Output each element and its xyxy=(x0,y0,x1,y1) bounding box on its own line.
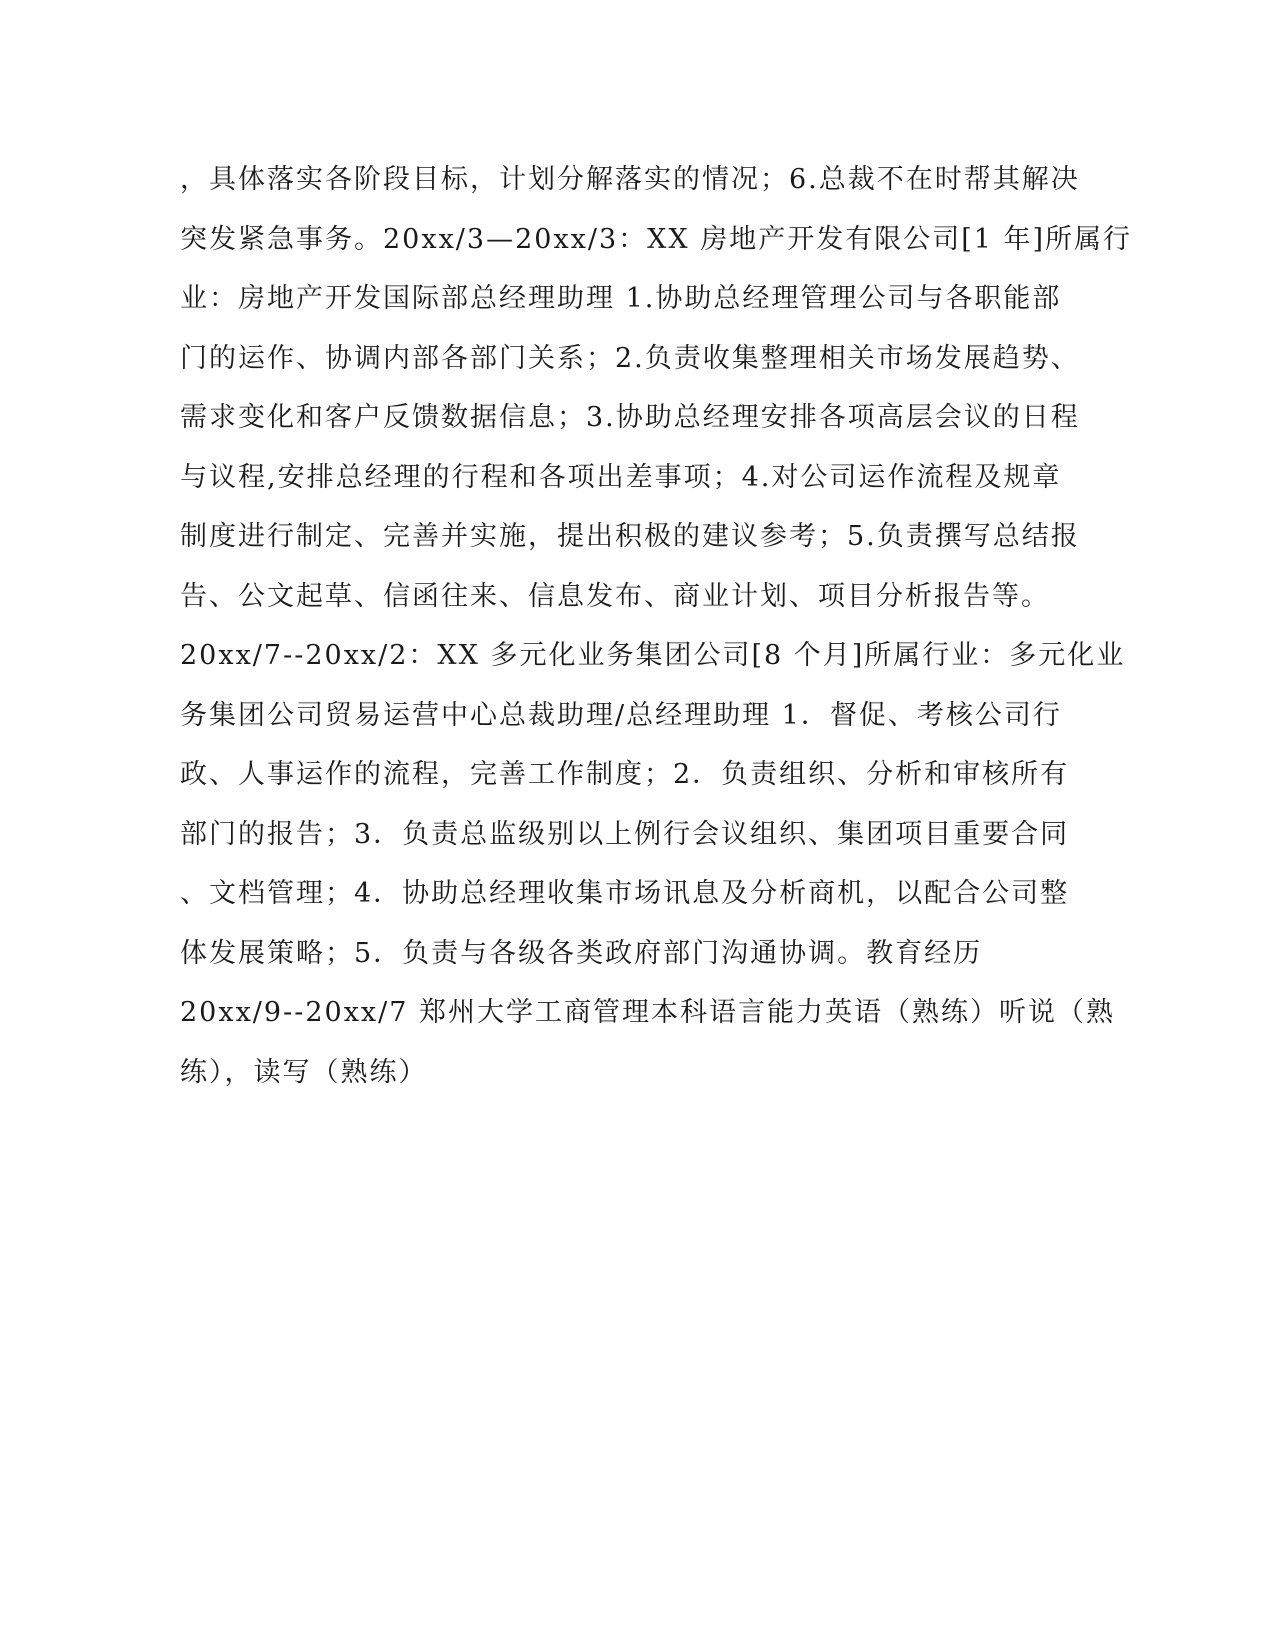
text-line: 门的运作、协调内部各部门关系；2.负责收集整理相关市场发展趋势、 xyxy=(180,342,1080,374)
text-line: 与议程,安排总经理的行程和各项出差事项；4.对公司运作流程及规章 xyxy=(180,461,1062,493)
text-line: 、文档管理；4．协助总经理收集市场讯息及分析商机，以配合公司整 xyxy=(180,878,1070,909)
text-line: 告、公文起草、信函往来、信息发布、商业计划、项目分析报告等。 xyxy=(180,580,1050,612)
text-line: 练），读写（熟练） xyxy=(180,1056,428,1088)
text-line: 20xx/7--20xx/2：XX 多元化业务集团公司[8 个月]所属行业：多元化业 xyxy=(180,640,1126,671)
text-line: 突发紧急事务。20xx/3—20xx/3：XX 房地产开发有限公司[1 年]所属行 xyxy=(180,223,1133,255)
text-line: 体发展策略；5．负责与各级各类政府部门沟通协调。教育经历 xyxy=(180,937,983,969)
text-line: 需求变化和客户反馈数据信息；3.协助总经理安排各项高层会议的日程 xyxy=(180,402,1080,433)
text-line: 制度进行制定、完善并实施，提出积极的建议参考；5.负责撰写总结报 xyxy=(180,521,1080,552)
body-text xyxy=(180,150,1133,1102)
text-line: 部门的报告；3．负责总监级别以上例行会议组织、集团项目重要合同 xyxy=(180,818,1070,850)
text-line: 务集团公司贸易运营中心总裁助理/总经理助理 1．督促、考核公司行 xyxy=(180,699,1062,731)
text-line: 政、人事运作的流程，完善工作制度；2．负责组织、分析和审核所有 xyxy=(180,759,1070,790)
text-line: 20xx/9--20xx/7 郑州大学工商管理本科语言能力英语（熟练）听说（熟 xyxy=(180,997,1115,1028)
text-line: ，具体落实各阶段目标，计划分解落实的情况；6.总裁不在时帮其解决 xyxy=(180,164,1080,195)
text-line: 业：房地产开发国际部总经理助理 1.协助总经理管理公司与各职能部 xyxy=(180,283,1062,314)
